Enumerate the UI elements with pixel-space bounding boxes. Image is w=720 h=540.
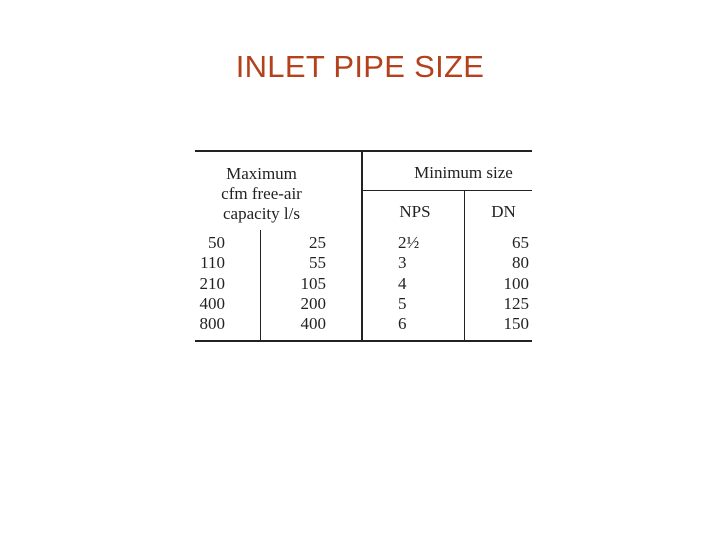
cell-nps: 4 xyxy=(398,273,407,293)
column-cfm xyxy=(195,233,225,334)
cell-dn: 100 xyxy=(503,273,529,293)
cell-ls: 105 xyxy=(300,273,326,293)
pipe-size-table xyxy=(195,150,532,342)
column-divider-right xyxy=(464,190,465,342)
header-cfm-line: cfm free-air xyxy=(221,184,302,203)
column-ls xyxy=(265,233,326,334)
cell-dn: 150 xyxy=(503,314,529,334)
cell-cfm: 800 xyxy=(199,314,225,334)
cell-ls: 55 xyxy=(309,253,326,273)
cell-dn: 65 xyxy=(512,233,529,252)
cell-cfm: 110 xyxy=(200,253,225,273)
column-dn xyxy=(475,233,529,334)
minimum-size-rule xyxy=(362,190,532,191)
header-dn: DN xyxy=(491,202,516,221)
table-bottom-rule xyxy=(195,340,532,342)
slide-title: INLET PIPE SIZE xyxy=(235,49,485,84)
header-capacity-line: capacity l/s xyxy=(223,204,300,223)
cell-ls: 200 xyxy=(300,293,326,313)
column-nps xyxy=(398,233,428,334)
column-divider-left xyxy=(260,230,261,342)
header-maximum-capacity xyxy=(195,164,328,224)
table-top-rule xyxy=(195,150,532,152)
cell-cfm: 400 xyxy=(199,293,225,313)
column-divider-main xyxy=(361,150,363,342)
header-nps: NPS xyxy=(399,202,431,221)
cell-nps: 3 xyxy=(398,253,407,273)
cell-ls: 25 xyxy=(309,233,326,252)
cell-nps: 5 xyxy=(398,293,407,313)
cell-nps: 6 xyxy=(398,314,407,334)
cell-cfm: 210 xyxy=(199,273,225,293)
header-maximum-line: Maximum xyxy=(226,164,297,183)
cell-dn: 80 xyxy=(512,253,529,273)
cell-ls: 400 xyxy=(300,314,326,334)
cell-dn: 125 xyxy=(503,293,529,313)
cell-nps: 2½ xyxy=(398,233,420,252)
cell-cfm: 50 xyxy=(208,233,225,252)
header-minimum-size: Minimum size xyxy=(414,163,513,182)
